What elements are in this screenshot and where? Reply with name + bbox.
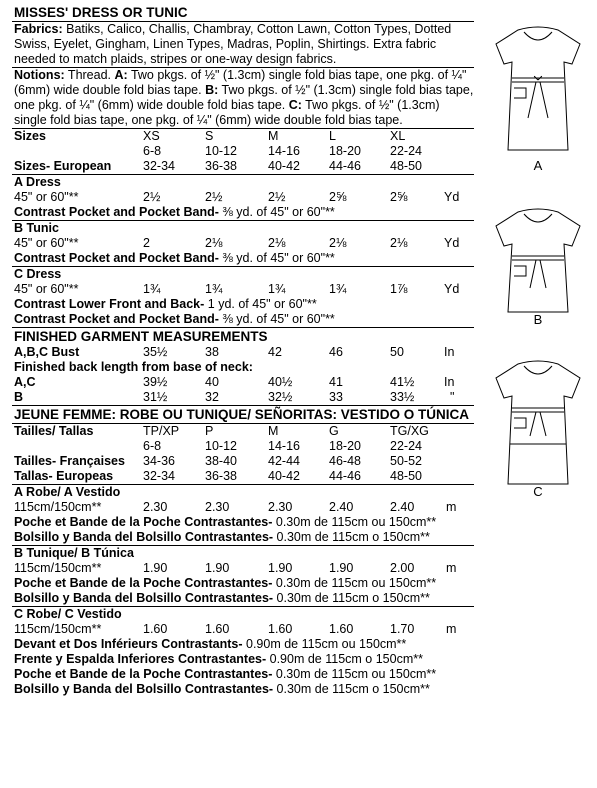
fr-size: 42-44 xyxy=(268,454,300,468)
notions-c-text: Two pkgs. of ½" (1.3cm) single fold bias tape, one pkg. of ¼" (6mm) wide double fold bias tape. xyxy=(14,98,440,127)
yardage: 2⅛ xyxy=(329,236,347,250)
unit: In xyxy=(444,345,455,359)
yardage: 2½ xyxy=(205,190,223,204)
meterage: 1.90 xyxy=(268,561,293,575)
b-contrast-note xyxy=(12,251,474,266)
b-label: B xyxy=(14,390,24,404)
measurement: 38 xyxy=(205,345,219,359)
es-size: 40-42 xyxy=(268,469,300,483)
b-length-row xyxy=(12,390,474,405)
yardage: 2⅝ xyxy=(329,190,347,204)
unit: Yd xyxy=(444,236,460,250)
size-code: M xyxy=(268,424,279,438)
c-robe-title: C Robe/ C Vestido xyxy=(14,607,122,621)
meterage: 2.30 xyxy=(143,500,168,514)
unit: m xyxy=(446,622,457,636)
yardage: 1⅞ xyxy=(390,282,408,296)
measurement: 31½ xyxy=(143,390,168,404)
bust-row xyxy=(12,345,474,360)
yardage: 1¾ xyxy=(268,282,286,296)
notions-b-label: B: xyxy=(205,83,219,97)
measurement: 32½ xyxy=(268,390,293,404)
es-size-row xyxy=(12,469,474,484)
euro-size-row xyxy=(12,159,474,174)
meterage: 1.90 xyxy=(205,561,230,575)
measurement: 32 xyxy=(205,390,219,404)
fr-range-row xyxy=(12,439,474,454)
note-text: 0.30m de 115cm o 150cm** xyxy=(273,530,430,544)
size-range: 10-12 xyxy=(205,439,237,453)
notions-thread: Thread. xyxy=(64,68,115,82)
size-code: G xyxy=(329,424,339,438)
yardage: 2⅛ xyxy=(390,236,408,250)
size-range: 18-20 xyxy=(329,144,361,158)
ac-length-row xyxy=(12,375,474,390)
yardage: 1¾ xyxy=(205,282,223,296)
fr-size-row xyxy=(12,454,474,469)
note-text: ⅜ yd. of 45" or 60"** xyxy=(218,251,335,265)
es-size: 44-46 xyxy=(329,469,361,483)
size-range: 6-8 xyxy=(143,439,162,453)
size-range: 22-24 xyxy=(390,439,422,453)
size-range: 14-16 xyxy=(268,439,300,453)
measurement: 33½ xyxy=(390,390,415,404)
fabric-width: 115cm/150cm** xyxy=(14,500,102,514)
note-text: 1 yd. of 45" or 60"** xyxy=(204,297,317,311)
fabrics-paragraph xyxy=(12,22,474,68)
yardage: 2⅛ xyxy=(205,236,223,250)
note-label: Contrast Pocket and Pocket Band- xyxy=(14,205,219,219)
c-contrast-note xyxy=(12,312,474,327)
c-robe-meter-row xyxy=(12,622,474,637)
fr-sizes-label: Tailles/ Tallas xyxy=(14,424,94,438)
note-label: Devant et Dos Inférieurs Contrastants- xyxy=(14,637,243,651)
c-robe-note-1 xyxy=(12,637,474,652)
view-label-b: B xyxy=(533,312,543,327)
notions-a-label: A: xyxy=(114,68,128,82)
fr-size: 38-40 xyxy=(205,454,237,468)
dress-a-sketch xyxy=(488,18,588,153)
size-code: XL xyxy=(390,129,406,143)
c-lower-note xyxy=(12,297,474,312)
yardage: 1¾ xyxy=(329,282,347,296)
b-tunique-meter-row xyxy=(12,561,474,576)
unit: In xyxy=(444,375,455,389)
sizes-label: Sizes xyxy=(14,129,46,143)
a-robe-es-note xyxy=(12,530,474,545)
yardage: 2⅛ xyxy=(268,236,286,250)
c-robe-note-3 xyxy=(12,667,474,682)
fabric-width: 115cm/150cm** xyxy=(14,561,102,575)
measurement: 50 xyxy=(390,345,404,359)
note-label: Frente y Espalda Inferiores Contrastantes- xyxy=(14,652,267,666)
a-robe-title: A Robe/ A Vestido xyxy=(14,485,121,499)
size-range: 10-12 xyxy=(205,144,237,158)
note-label: Contrast Pocket and Pocket Band- xyxy=(14,312,219,326)
yardage: 2 xyxy=(143,236,150,250)
size-range: 14-16 xyxy=(268,144,300,158)
notions-paragraph xyxy=(12,68,474,129)
meterage: 1.60 xyxy=(329,622,354,636)
yardage: 2⅝ xyxy=(390,190,408,204)
unit: Yd xyxy=(444,282,460,296)
unit: m xyxy=(446,561,457,575)
view-label-c: C xyxy=(533,484,543,499)
note-label: Contrast Pocket and Pocket Band- xyxy=(14,251,219,265)
meterage: 2.30 xyxy=(268,500,293,514)
meterage: 1.90 xyxy=(143,561,168,575)
unit: m xyxy=(446,500,457,514)
measurement: 41½ xyxy=(390,375,415,389)
fr-size: 50-52 xyxy=(390,454,422,468)
measurement: 39½ xyxy=(143,375,168,389)
note-label: Poche et Bande de la Poche Contrastantes- xyxy=(14,667,273,681)
meterage: 1.60 xyxy=(268,622,293,636)
size-code: M xyxy=(268,129,279,143)
measurement: 33 xyxy=(329,390,343,404)
b-tunic-title: B Tunic xyxy=(14,221,59,235)
notions-b-text: Two pkgs. of ½" (1.3cm) single fold bias tape, one pkg. of ¼" (6mm) wide double fold bias tape. xyxy=(14,83,474,112)
measurement: 42 xyxy=(268,345,282,359)
fr-es-title: JEUNE FEMME: ROBE OU TUNIQUE/ SEÑORITAS: VESTIDO O TÚNICA xyxy=(12,406,474,424)
fr-sizes-row xyxy=(12,424,474,439)
meterage: 1.60 xyxy=(205,622,230,636)
b-tunique-es-note xyxy=(12,591,474,606)
size-code: TG/XG xyxy=(390,424,429,438)
measurement: 40½ xyxy=(268,375,293,389)
euro-size: 36-38 xyxy=(205,159,237,173)
size-code: L xyxy=(329,129,336,143)
c-dress-yardage-row xyxy=(12,282,474,297)
size-range: 18-20 xyxy=(329,439,361,453)
unit: " xyxy=(450,390,455,404)
measurement: 41 xyxy=(329,375,343,389)
c-robe-note-4 xyxy=(12,682,474,697)
es-size: 36-38 xyxy=(205,469,237,483)
notions-c-label: C: xyxy=(288,98,302,112)
finished-title: FINISHED GARMENT MEASUREMENTS xyxy=(14,329,268,344)
es-size-label: Tallas- Europeas xyxy=(14,469,114,483)
euro-size: 44-46 xyxy=(329,159,361,173)
es-size: 48-50 xyxy=(390,469,422,483)
fabric-width: 45" or 60"** xyxy=(14,190,79,204)
pattern-chart xyxy=(12,4,474,697)
size-code: XS xyxy=(143,129,160,143)
ac-label: A,C xyxy=(14,375,36,389)
euro-size: 40-42 xyxy=(268,159,300,173)
a-robe-fr-note xyxy=(12,515,474,530)
meterage: 1.90 xyxy=(329,561,354,575)
meterage: 2.00 xyxy=(390,561,415,575)
fr-size-label: Tailles- Françaises xyxy=(14,454,125,468)
c-dress-title: C Dress xyxy=(14,267,62,281)
fabric-width: 45" or 60"** xyxy=(14,236,79,250)
a-contrast-note xyxy=(12,205,474,220)
fr-size: 34-36 xyxy=(143,454,175,468)
note-text: 0.30m de 115cm o 150cm** xyxy=(273,682,430,696)
fabrics-label: Fabrics: xyxy=(14,22,63,36)
note-text: 0.30m de 115cm o 150cm** xyxy=(273,591,430,605)
chart-title: MISSES' DRESS OR TUNIC xyxy=(12,4,474,22)
b-tunique-title: B Tunique/ B Túnica xyxy=(14,546,134,560)
size-code: P xyxy=(205,424,214,438)
fr-size: 46-48 xyxy=(329,454,361,468)
note-text: 0.90m de 115cm o 150cm** xyxy=(266,652,423,666)
euro-size-label: Sizes- European xyxy=(14,159,112,173)
note-text: 0.30m de 115cm ou 150cm** xyxy=(272,667,437,681)
note-text: 0.90m de 115cm ou 150cm** xyxy=(242,637,407,651)
measurement: 40 xyxy=(205,375,219,389)
note-text: 0.30m de 115cm ou 150cm** xyxy=(272,576,437,590)
fabric-width: 45" or 60"** xyxy=(14,282,79,296)
sizes-row xyxy=(12,129,474,144)
fabrics-text: Batiks, Calico, Challis, Chambray, Cotton Lawn, Cotton Types, Dotted Swiss, Eyelet, Gingham, Linen Types, Madras, Poplin, Shirtings. Extra fabric needed to match plaids, stripes or one-way design fabrics. xyxy=(14,22,452,66)
size-range: 22-24 xyxy=(390,144,422,158)
size-code: S xyxy=(205,129,214,143)
size-range-row xyxy=(12,144,474,159)
a-robe-meter-row xyxy=(12,500,474,515)
b-tunique-fr-note xyxy=(12,576,474,591)
note-label: Bolsillo y Banda del Bolsillo Contrastantes- xyxy=(14,530,274,544)
note-text: 0.30m de 115cm ou 150cm** xyxy=(272,515,437,529)
bust-label: A,B,C Bust xyxy=(14,345,80,359)
a-dress-yardage-row xyxy=(12,190,474,205)
size-code: TP/XP xyxy=(143,424,180,438)
view-label-a: A xyxy=(533,158,543,173)
measurement: 35½ xyxy=(143,345,168,359)
c-robe-note-2 xyxy=(12,652,474,667)
notions-label: Notions: xyxy=(14,68,65,82)
notions-a-text: Two pkgs. of ½" (1.3cm) single fold bias tape, one pkg. of ¼" (6mm) wide double fold bias tape. xyxy=(14,68,467,97)
meterage: 2.30 xyxy=(205,500,230,514)
b-tunic-yardage-row xyxy=(12,236,474,251)
meterage: 2.40 xyxy=(390,500,415,514)
fabric-width: 115cm/150cm** xyxy=(14,622,102,636)
yardage: 2½ xyxy=(268,190,286,204)
note-label: Contrast Lower Front and Back- xyxy=(14,297,205,311)
back-length-note: Finished back length from base of neck: xyxy=(14,360,253,374)
unit: Yd xyxy=(444,190,460,204)
tunic-b-sketch xyxy=(488,200,588,318)
meterage: 1.70 xyxy=(390,622,415,636)
yardage: 1¾ xyxy=(143,282,161,296)
meterage: 1.60 xyxy=(143,622,168,636)
meterage: 2.40 xyxy=(329,500,354,514)
note-label: Bolsillo y Banda del Bolsillo Contrastantes- xyxy=(14,591,274,605)
note-label: Poche et Bande de la Poche Contrastantes- xyxy=(14,576,273,590)
euro-size: 48-50 xyxy=(390,159,422,173)
measurement: 46 xyxy=(329,345,343,359)
dress-c-sketch xyxy=(488,352,588,487)
euro-size: 32-34 xyxy=(143,159,175,173)
size-range: 6-8 xyxy=(143,144,162,158)
note-text: ⅜ yd. of 45" or 60"** xyxy=(218,312,335,326)
note-label: Poche et Bande de la Poche Contrastantes- xyxy=(14,515,273,529)
a-dress-title: A Dress xyxy=(14,175,61,189)
note-text: ⅜ yd. of 45" or 60"** xyxy=(218,205,335,219)
note-label: Bolsillo y Banda del Bolsillo Contrastantes- xyxy=(14,682,274,696)
yardage: 2½ xyxy=(143,190,161,204)
es-size: 32-34 xyxy=(143,469,175,483)
